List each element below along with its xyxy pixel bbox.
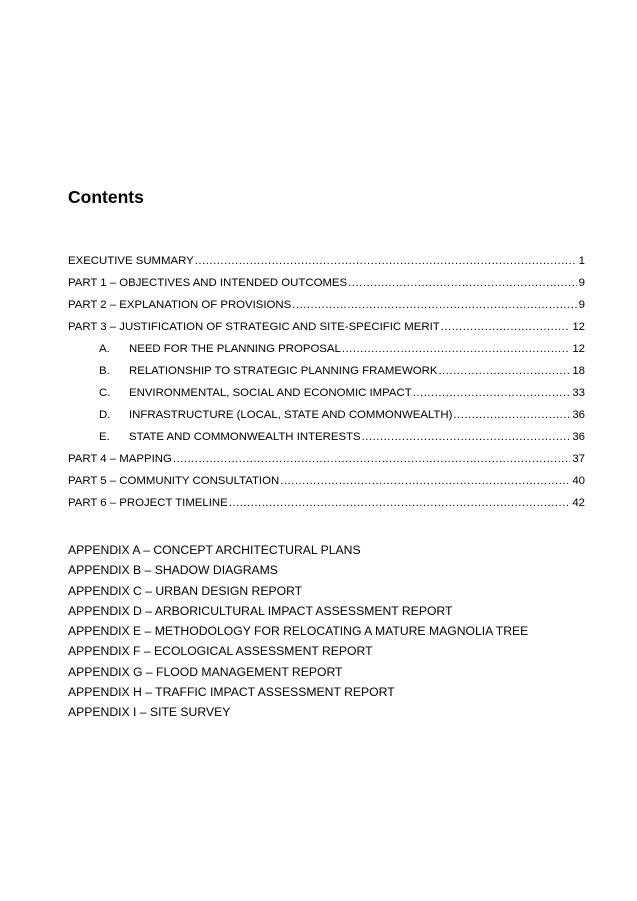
toc-entry-title: EXECUTIVE SUMMARY bbox=[68, 255, 194, 267]
toc-entry[interactable] bbox=[68, 275, 585, 297]
toc-page-number: 36 bbox=[572, 431, 585, 443]
appendix-item: APPENDIX E – METHODOLOGY FOR RELOCATING A MATURE MAGNOLIA TREE bbox=[68, 624, 529, 639]
toc-entry-title: PART 3 – JUSTIFICATION OF STRATEGIC AND SITE-SPECIFIC MERIT bbox=[68, 321, 440, 333]
dot-leader bbox=[362, 429, 571, 445]
toc-entry-letter: D. bbox=[99, 409, 111, 421]
page-title: Contents bbox=[68, 187, 144, 207]
dot-leader bbox=[453, 407, 570, 423]
toc-page-number: 33 bbox=[572, 387, 585, 399]
toc-page-number: 40 bbox=[572, 475, 585, 487]
toc-subentry[interactable] bbox=[68, 407, 585, 429]
toc-entry[interactable] bbox=[68, 319, 585, 341]
dot-leader bbox=[348, 275, 577, 291]
toc-subentry[interactable] bbox=[68, 385, 585, 407]
toc-entry-title: PART 4 – MAPPING bbox=[68, 453, 172, 465]
toc-entry-title: PART 2 – EXPLANATION OF PROVISIONS bbox=[68, 299, 292, 311]
appendix-item: APPENDIX D – ARBORICULTURAL IMPACT ASSESSMENT REPORT bbox=[68, 603, 453, 618]
table-of-contents bbox=[68, 253, 585, 517]
dot-leader bbox=[413, 385, 571, 401]
toc-entry-title: INFRASTRUCTURE (LOCAL, STATE AND COMMONWEALTH) bbox=[129, 409, 453, 421]
toc-entry[interactable] bbox=[68, 495, 585, 517]
toc-entry-title: PART 1 – OBJECTIVES AND INTENDED OUTCOMES bbox=[68, 277, 348, 289]
dot-leader bbox=[195, 253, 577, 269]
dot-leader bbox=[173, 451, 571, 467]
toc-subentry[interactable] bbox=[68, 363, 585, 385]
toc-subentry[interactable] bbox=[68, 341, 585, 363]
toc-entry[interactable] bbox=[68, 473, 585, 495]
toc-subentry[interactable] bbox=[68, 429, 585, 451]
appendix-item: APPENDIX F – ECOLOGICAL ASSESSMENT REPORT bbox=[68, 644, 373, 659]
appendix-item: APPENDIX B – SHADOW DIAGRAMS bbox=[68, 563, 278, 578]
toc-entry-letter: C. bbox=[99, 387, 111, 399]
toc-page-number: 9 bbox=[578, 299, 585, 311]
toc-entry-title: RELATIONSHIP TO STRATEGIC PLANNING FRAMEWORK bbox=[129, 365, 438, 377]
appendix-item: APPENDIX H – TRAFFIC IMPACT ASSESSMENT REPORT bbox=[68, 685, 395, 700]
dot-leader bbox=[229, 495, 571, 511]
dot-leader bbox=[280, 473, 570, 489]
toc-entry-title: ENVIRONMENTAL, SOCIAL AND ECONOMIC IMPACT bbox=[129, 387, 412, 399]
toc-page-number: 12 bbox=[572, 321, 585, 333]
toc-entry-title: PART 5 – COMMUNITY CONSULTATION bbox=[68, 475, 280, 487]
toc-page-number: 12 bbox=[572, 343, 585, 355]
toc-page-number: 37 bbox=[572, 453, 585, 465]
dot-leader bbox=[438, 363, 570, 379]
toc-page-number: 36 bbox=[572, 409, 585, 421]
dot-leader bbox=[342, 341, 571, 357]
toc-page-number: 9 bbox=[578, 277, 585, 289]
appendix-item: APPENDIX G – FLOOD MANAGEMENT REPORT bbox=[68, 664, 343, 679]
dot-leader bbox=[292, 297, 576, 313]
dot-leader bbox=[441, 319, 571, 335]
appendix-item: APPENDIX A – CONCEPT ARCHITECTURAL PLANS bbox=[68, 543, 361, 557]
toc-entry[interactable] bbox=[68, 451, 585, 473]
toc-entry-title: PART 6 – PROJECT TIMELINE bbox=[68, 497, 228, 509]
toc-entry-title: NEED FOR THE PLANNING PROPOSAL bbox=[129, 343, 341, 355]
toc-entry-letter: B. bbox=[99, 365, 110, 377]
toc-page-number: 18 bbox=[572, 365, 585, 377]
appendix-item: APPENDIX I – SITE SURVEY bbox=[68, 705, 231, 720]
toc-entry-title: STATE AND COMMONWEALTH INTERESTS bbox=[129, 431, 361, 443]
appendix-item: APPENDIX C – URBAN DESIGN REPORT bbox=[68, 583, 303, 598]
toc-entry[interactable] bbox=[68, 297, 585, 319]
toc-entry[interactable] bbox=[68, 253, 585, 275]
toc-entry-letter: A. bbox=[99, 343, 110, 355]
toc-page-number: 42 bbox=[572, 497, 585, 509]
toc-page-number: 1 bbox=[578, 255, 585, 267]
appendix-list bbox=[68, 541, 588, 724]
toc-entry-letter: E. bbox=[99, 431, 110, 443]
